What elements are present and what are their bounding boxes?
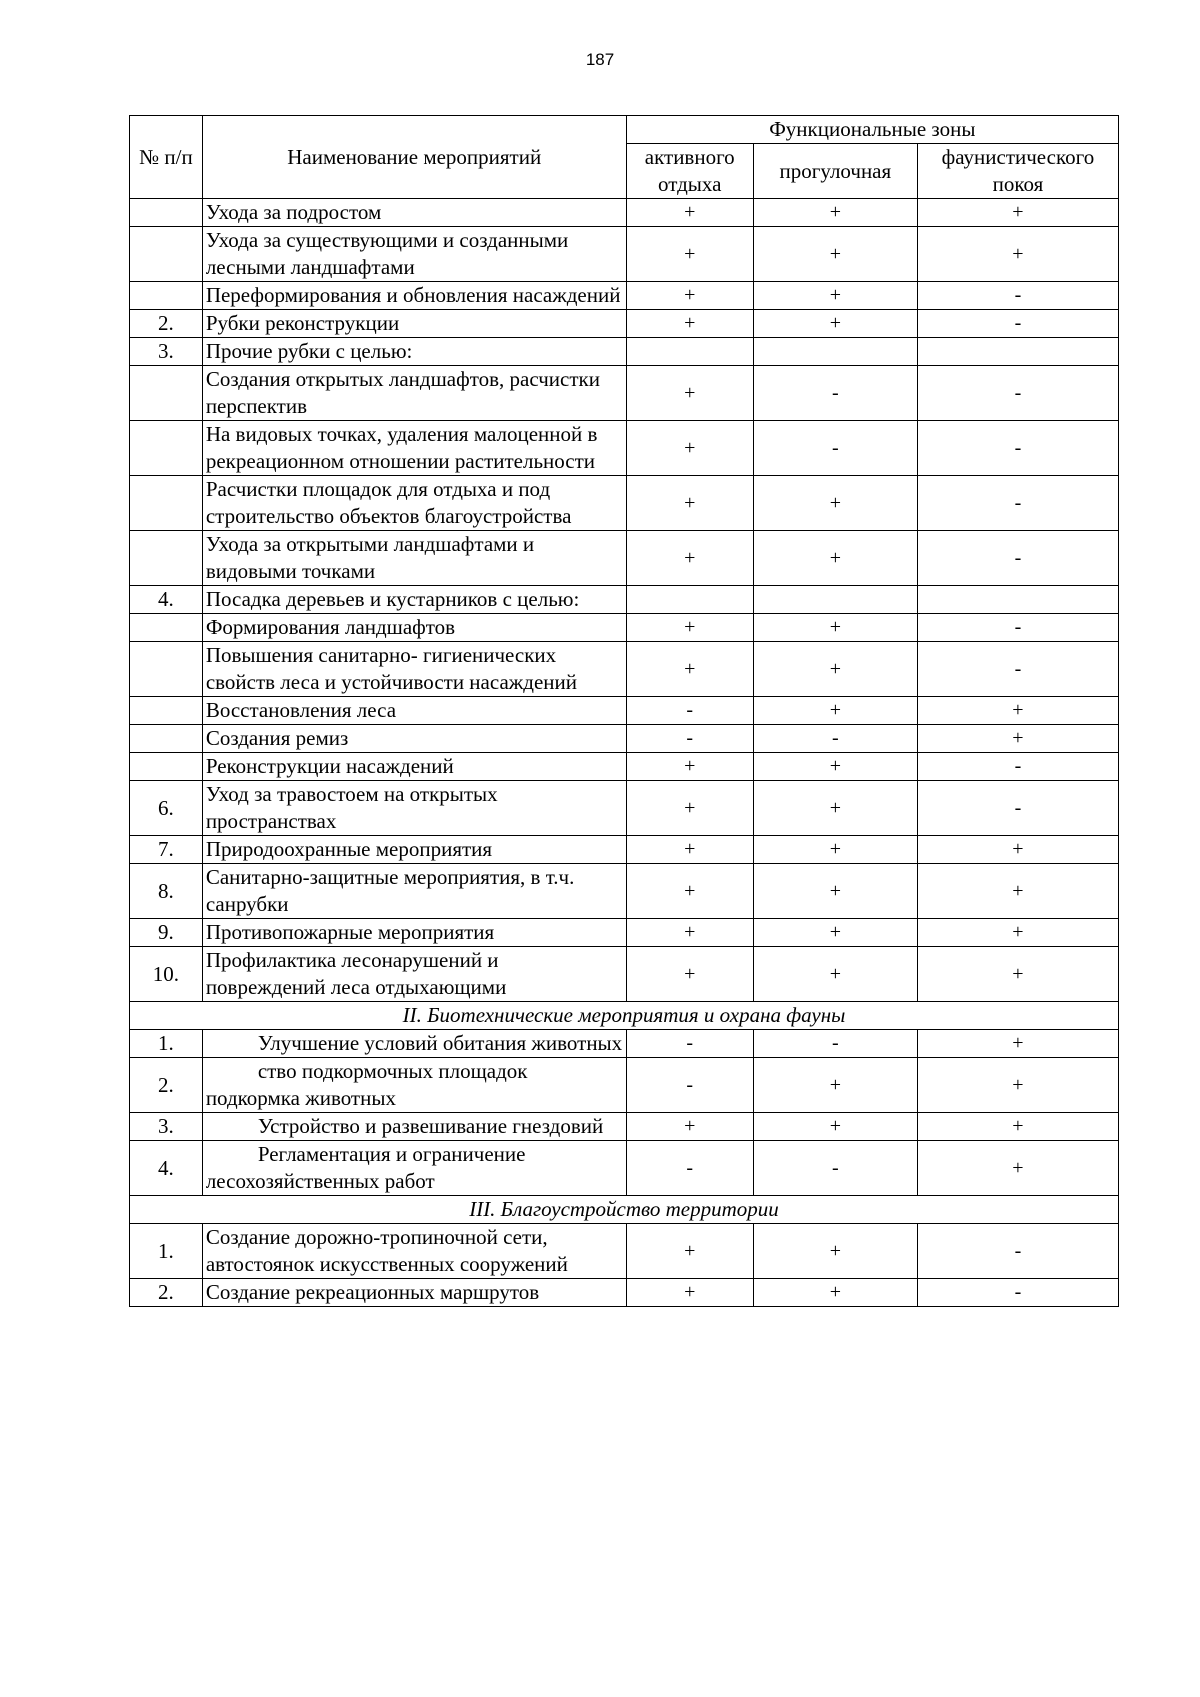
- row-zone-mark: +: [626, 753, 753, 781]
- row-zone-mark: +: [917, 864, 1118, 919]
- row-zone-mark: -: [626, 1141, 753, 1196]
- row-zone-mark: -: [753, 1141, 917, 1196]
- table-row: [130, 1224, 1119, 1279]
- row-zone-mark: +: [626, 919, 753, 947]
- table-row: [130, 725, 1119, 753]
- row-measure-name: Рубки реконструкции: [202, 310, 626, 338]
- row-number: [130, 753, 203, 781]
- row-zone-mark: -: [917, 531, 1118, 586]
- row-measure-name: Профилактика лесонарушений и повреждений леса отдыхающими: [202, 947, 626, 1002]
- row-zone-mark: [917, 338, 1118, 366]
- row-number: [130, 476, 203, 531]
- row-zone-mark: +: [753, 227, 917, 282]
- row-zone-mark: -: [917, 366, 1118, 421]
- table-row: [130, 781, 1119, 836]
- table-row: [130, 947, 1119, 1002]
- row-measure-name: Уход за травостоем на открытых пространствах: [202, 781, 626, 836]
- row-number: [130, 697, 203, 725]
- row-zone-mark: +: [753, 476, 917, 531]
- row-zone-mark: +: [626, 1113, 753, 1141]
- header-name: Наименование мероприятий: [202, 116, 626, 199]
- row-zone-mark: +: [626, 1279, 753, 1307]
- table-row: [130, 338, 1119, 366]
- row-zone-mark: -: [917, 282, 1118, 310]
- row-measure-name: Санитарно-защитные мероприятия, в т.ч. санрубки: [202, 864, 626, 919]
- row-zone-mark: -: [753, 1030, 917, 1058]
- row-measure-name: Реконструкции насаждений: [202, 753, 626, 781]
- row-measure-name: Ухода за подростом: [202, 199, 626, 227]
- row-zone-mark: [753, 586, 917, 614]
- row-zone-mark: -: [626, 725, 753, 753]
- row-zone-mark: -: [753, 421, 917, 476]
- row-number: 3.: [130, 1113, 203, 1141]
- row-zone-mark: +: [753, 310, 917, 338]
- row-zone-mark: +: [753, 531, 917, 586]
- table-row: [130, 1113, 1119, 1141]
- table-row: [130, 614, 1119, 642]
- row-number: 7.: [130, 836, 203, 864]
- row-measure-name: Устройство и развешивание гнездовий: [202, 1113, 626, 1141]
- row-measure-name: На видовых точках, удаления малоценной в рекреационном отношении растительности: [202, 421, 626, 476]
- row-zone-mark: [626, 586, 753, 614]
- row-measure-name: Регламентация и ограничение лесохозяйственных работ: [202, 1141, 626, 1196]
- table-row: [130, 227, 1119, 282]
- row-zone-mark: -: [917, 781, 1118, 836]
- row-zone-mark: +: [917, 919, 1118, 947]
- row-zone-mark: +: [753, 1113, 917, 1141]
- row-number: [130, 725, 203, 753]
- row-number: [130, 531, 203, 586]
- section-title: III. Благоустройство территории: [130, 1196, 1119, 1224]
- row-zone-mark: +: [626, 310, 753, 338]
- row-zone-mark: +: [753, 614, 917, 642]
- row-zone-mark: -: [917, 642, 1118, 697]
- row-measure-name: Создания ремиз: [202, 725, 626, 753]
- row-measure-name: Улучшение условий обитания животных: [202, 1030, 626, 1058]
- row-zone-mark: +: [917, 836, 1118, 864]
- row-number: 4.: [130, 586, 203, 614]
- row-measure-name: Формирования ландшафтов: [202, 614, 626, 642]
- row-number: 8.: [130, 864, 203, 919]
- row-zone-mark: +: [917, 227, 1118, 282]
- row-zone-mark: [917, 586, 1118, 614]
- row-number: 1.: [130, 1030, 203, 1058]
- row-zone-mark: +: [626, 781, 753, 836]
- row-number: 1.: [130, 1224, 203, 1279]
- row-zone-mark: +: [753, 753, 917, 781]
- row-number: [130, 366, 203, 421]
- header-num: № п/п: [130, 116, 203, 199]
- row-zone-mark: +: [626, 614, 753, 642]
- row-zone-mark: +: [753, 836, 917, 864]
- row-zone-mark: +: [753, 199, 917, 227]
- row-zone-mark: +: [917, 1141, 1118, 1196]
- section-landscaping: [130, 1196, 1119, 1224]
- row-zone-mark: +: [917, 199, 1118, 227]
- row-zone-mark: [626, 338, 753, 366]
- row-zone-mark: -: [626, 1030, 753, 1058]
- row-number: [130, 421, 203, 476]
- table-row: [130, 421, 1119, 476]
- header-zones: Функциональные зоны: [626, 116, 1118, 144]
- table-row: [130, 366, 1119, 421]
- row-zone-mark: -: [917, 1279, 1118, 1307]
- row-zone-mark: +: [917, 725, 1118, 753]
- row-zone-mark: +: [753, 1058, 917, 1113]
- row-number: [130, 614, 203, 642]
- table-row: [130, 282, 1119, 310]
- row-zone-mark: -: [917, 421, 1118, 476]
- table-row: [130, 864, 1119, 919]
- row-number: 9.: [130, 919, 203, 947]
- row-measure-name: Ухода за существующими и созданными лесными ландшафтами: [202, 227, 626, 282]
- table-row: [130, 836, 1119, 864]
- row-zone-mark: +: [753, 781, 917, 836]
- table-row: [130, 310, 1119, 338]
- page-number: 187: [585, 50, 615, 69]
- row-zone-mark: +: [753, 947, 917, 1002]
- row-measure-name: Восстановления леса: [202, 697, 626, 725]
- section-title: II. Биотехнические мероприятия и охрана фауны: [130, 1002, 1119, 1030]
- row-zone-mark: +: [753, 282, 917, 310]
- table-row: [130, 1030, 1119, 1058]
- row-measure-name: Создание дорожно-тропиночной сети, автостоянок искусственных сооружений: [202, 1224, 626, 1279]
- row-zone-mark: +: [626, 366, 753, 421]
- row-zone-mark: -: [753, 366, 917, 421]
- table-row: [130, 476, 1119, 531]
- row-zone-mark: +: [753, 1224, 917, 1279]
- row-zone-mark: +: [753, 919, 917, 947]
- row-zone-mark: +: [917, 1058, 1118, 1113]
- row-measure-name: ство подкормочных площадок подкормка животных: [202, 1058, 626, 1113]
- table-row: [130, 1058, 1119, 1113]
- row-number: [130, 199, 203, 227]
- row-zone-mark: +: [917, 697, 1118, 725]
- row-zone-mark: +: [917, 1113, 1118, 1141]
- row-zone-mark: +: [753, 697, 917, 725]
- row-measure-name: Ухода за открытыми ландшафтами и видовыми точками: [202, 531, 626, 586]
- row-zone-mark: +: [753, 864, 917, 919]
- row-number: 6.: [130, 781, 203, 836]
- row-measure-name: Противопожарные мероприятия: [202, 919, 626, 947]
- row-measure-name: Повышения санитарно- гигиенических свойств леса и устойчивости насаждений: [202, 642, 626, 697]
- table-row: [130, 753, 1119, 781]
- row-number: [130, 642, 203, 697]
- row-number: 2.: [130, 310, 203, 338]
- header-zone-walking: прогулочная: [753, 144, 917, 199]
- row-measure-name: Посадка деревьев и кустарников с целью:: [202, 586, 626, 614]
- row-number: 2.: [130, 1279, 203, 1307]
- table-row: [130, 586, 1119, 614]
- row-zone-mark: +: [626, 836, 753, 864]
- row-zone-mark: +: [626, 642, 753, 697]
- row-measure-name: Создания открытых ландшафтов, расчистки перспектив: [202, 366, 626, 421]
- row-zone-mark: [753, 338, 917, 366]
- row-zone-mark: +: [917, 1030, 1118, 1058]
- row-zone-mark: +: [626, 864, 753, 919]
- row-measure-name: Прочие рубки с целью:: [202, 338, 626, 366]
- row-zone-mark: -: [626, 1058, 753, 1113]
- row-zone-mark: -: [917, 614, 1118, 642]
- row-zone-mark: +: [626, 199, 753, 227]
- row-zone-mark: -: [917, 476, 1118, 531]
- row-measure-name: Расчистки площадок для отдыха и под строительство объектов благоустройства: [202, 476, 626, 531]
- row-zone-mark: +: [753, 1279, 917, 1307]
- row-zone-mark: -: [917, 1224, 1118, 1279]
- row-measure-name: Создание рекреационных маршрутов: [202, 1279, 626, 1307]
- row-zone-mark: +: [917, 947, 1118, 1002]
- row-zone-mark: -: [917, 310, 1118, 338]
- row-number: 3.: [130, 338, 203, 366]
- header-zone-fauna: фаунистического покоя: [917, 144, 1118, 199]
- row-number: 2.: [130, 1058, 203, 1113]
- row-zone-mark: +: [626, 227, 753, 282]
- row-zone-mark: +: [626, 421, 753, 476]
- row-zone-mark: +: [753, 642, 917, 697]
- row-zone-mark: +: [626, 282, 753, 310]
- section-biotechnical: [130, 1002, 1119, 1030]
- table-row: [130, 1279, 1119, 1307]
- table-row: [130, 642, 1119, 697]
- table-row: [130, 919, 1119, 947]
- row-number: [130, 227, 203, 282]
- row-measure-name: Переформирования и обновления насаждений: [202, 282, 626, 310]
- row-number: [130, 282, 203, 310]
- table-row: [130, 697, 1119, 725]
- row-measure-name: Природоохранные мероприятия: [202, 836, 626, 864]
- table-row: [130, 199, 1119, 227]
- table-row: [130, 1141, 1119, 1196]
- row-number: 4.: [130, 1141, 203, 1196]
- row-zone-mark: -: [753, 725, 917, 753]
- header-zone-active: активного отдыха: [626, 144, 753, 199]
- row-zone-mark: +: [626, 531, 753, 586]
- table-row: [130, 531, 1119, 586]
- row-zone-mark: -: [917, 753, 1118, 781]
- row-zone-mark: +: [626, 1224, 753, 1279]
- row-zone-mark: -: [626, 697, 753, 725]
- measures-table: [129, 115, 1119, 1307]
- row-zone-mark: +: [626, 947, 753, 1002]
- row-number: 10.: [130, 947, 203, 1002]
- row-zone-mark: +: [626, 476, 753, 531]
